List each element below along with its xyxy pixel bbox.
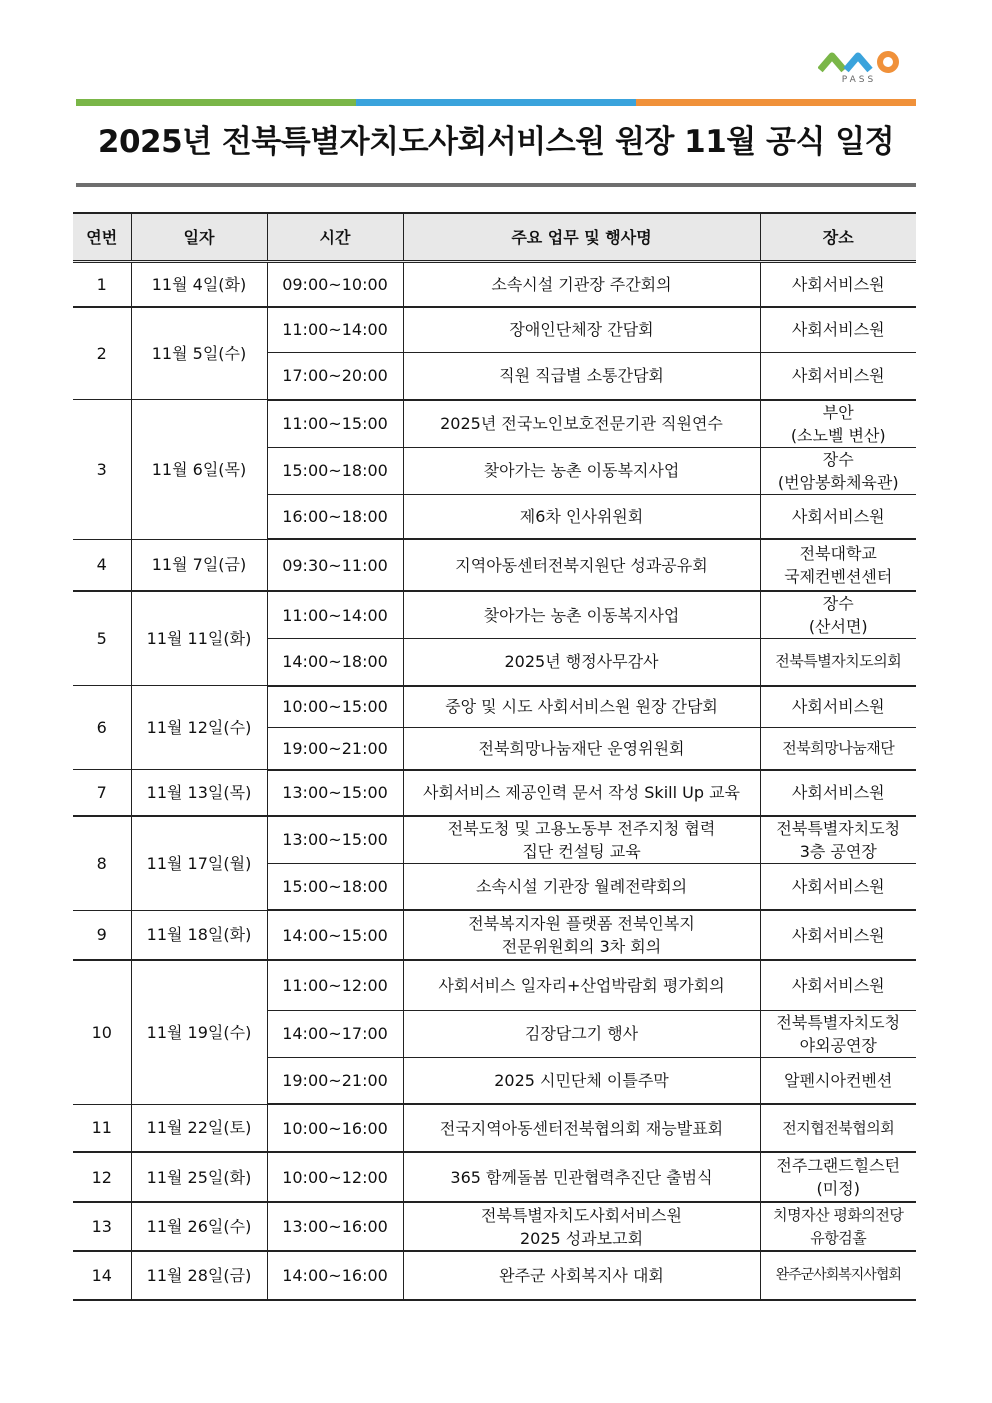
- row-time: 11:00~12:00: [267, 960, 403, 1010]
- row-event: 365 함께돌봄 민관협력추진단 출범식: [403, 1152, 760, 1202]
- row-event: 전국지역아동센터전북협의회 재능발표회: [403, 1104, 760, 1152]
- logo-text: PASS: [841, 75, 877, 85]
- table-row: [73, 1202, 916, 1251]
- row-number: 13: [73, 1202, 131, 1251]
- row-place: 사회서비스원: [760, 910, 916, 960]
- row-place: 전주그랜드힐스턴 (미정): [760, 1152, 916, 1202]
- row-event: 사회서비스 제공인력 문서 작성 Skill Up 교육: [403, 770, 760, 816]
- row-time: 16:00~18:00: [267, 494, 403, 539]
- row-place: 사회서비스원: [760, 863, 916, 910]
- row-place: 사회서비스원: [760, 494, 916, 539]
- row-time: 13:00~16:00: [267, 1202, 403, 1251]
- row-number: 12: [73, 1152, 131, 1202]
- row-place: 사회서비스원: [760, 960, 916, 1010]
- table-row: [73, 1104, 916, 1152]
- row-event: 완주군 사회복지사 대회: [403, 1251, 760, 1300]
- logo-mark-icon: [818, 48, 902, 74]
- row-event: 전북희망나눔재단 운영위원회: [403, 728, 760, 770]
- row-date: 11월 7일(금): [131, 539, 267, 591]
- row-time: 15:00~18:00: [267, 447, 403, 494]
- row-place: 장수 (번암봉화체육관): [760, 447, 916, 494]
- table-row: [73, 910, 916, 960]
- row-place: 사회서비스원: [760, 686, 916, 728]
- row-event: 2025년 행정사무감사: [403, 639, 760, 686]
- row-date: 11월 4일(화): [131, 262, 267, 307]
- row-place: 전북특별자치도청 3층 공연장: [760, 816, 916, 864]
- row-time: 19:00~21:00: [267, 728, 403, 770]
- table-header-row: [73, 213, 916, 262]
- header-place: 장소: [760, 213, 916, 262]
- row-place: 사회서비스원: [760, 353, 916, 400]
- table-row: [73, 770, 916, 816]
- row-place: 전지협전북협의회: [760, 1104, 916, 1152]
- row-time: 19:00~21:00: [267, 1057, 403, 1104]
- table-row: [73, 1251, 916, 1300]
- row-number: 4: [73, 539, 131, 591]
- row-event: 지역아동센터전북지원단 성과공유회: [403, 539, 760, 591]
- row-number: 2: [73, 307, 131, 400]
- row-date: 11월 18일(화): [131, 910, 267, 960]
- table-row: [73, 539, 916, 591]
- row-time: 10:00~12:00: [267, 1152, 403, 1202]
- row-time: 13:00~15:00: [267, 816, 403, 864]
- row-number: 10: [73, 960, 131, 1104]
- table-row: [73, 307, 916, 353]
- row-number: 11: [73, 1104, 131, 1152]
- row-place: 전북특별자치도의회: [760, 639, 916, 686]
- row-place: 사회서비스원: [760, 307, 916, 353]
- row-event: 전북특별자치도사회서비스원 2025 성과보고회: [403, 1202, 760, 1251]
- row-date: 11월 28일(금): [131, 1251, 267, 1300]
- row-number: 14: [73, 1251, 131, 1300]
- row-date: 11월 11일(화): [131, 591, 267, 686]
- row-place: 완주군사회복지사협회: [760, 1251, 916, 1300]
- row-event: 사회서비스 일자리+산업박람회 평가회의: [403, 960, 760, 1010]
- row-time: 11:00~14:00: [267, 307, 403, 353]
- row-date: 11월 19일(수): [131, 960, 267, 1104]
- page-title: 2025년 전북특별자치도사회서비스원 원장 11월 공식 일정: [97, 124, 895, 160]
- row-place: 전북대학교 국제컨벤션센터: [760, 539, 916, 591]
- row-event: 찾아가는 농촌 이동복지사업: [403, 591, 760, 639]
- row-event: 2025년 전국노인보호전문기관 직원연수: [403, 400, 760, 448]
- row-event: 2025 시민단체 이틀주막: [403, 1057, 760, 1104]
- pass-logo: [818, 48, 908, 92]
- row-date: 11월 12일(수): [131, 686, 267, 770]
- row-number: 8: [73, 816, 131, 911]
- row-place: 전북특별자치도청 야외공연장: [760, 1010, 916, 1057]
- table-row: [73, 816, 916, 864]
- row-time: 09:30~11:00: [267, 539, 403, 591]
- row-number: 9: [73, 910, 131, 960]
- row-place: 사회서비스원: [760, 770, 916, 816]
- row-place: 사회서비스원: [760, 262, 916, 307]
- row-event: 중앙 및 시도 사회서비스원 원장 간담회: [403, 686, 760, 728]
- row-date: 11월 22일(토): [131, 1104, 267, 1152]
- row-time: 14:00~15:00: [267, 910, 403, 960]
- row-time: 10:00~16:00: [267, 1104, 403, 1152]
- row-time: 11:00~14:00: [267, 591, 403, 639]
- row-time: 11:00~15:00: [267, 400, 403, 448]
- row-number: 7: [73, 770, 131, 816]
- table-row: [73, 262, 916, 307]
- row-place: 알펜시아컨벤션: [760, 1057, 916, 1104]
- row-event: 찾아가는 농촌 이동복지사업: [403, 447, 760, 494]
- header-date: 일자: [131, 213, 267, 262]
- table-row: [73, 400, 916, 448]
- row-number: 5: [73, 591, 131, 686]
- row-time: 13:00~15:00: [267, 770, 403, 816]
- row-place: 장수 (산서면): [760, 591, 916, 639]
- table-row: [73, 686, 916, 728]
- row-place: 치명자산 평화의전당 유항검홀: [760, 1202, 916, 1251]
- row-number: 1: [73, 262, 131, 307]
- row-time: 17:00~20:00: [267, 353, 403, 400]
- row-time: 14:00~18:00: [267, 639, 403, 686]
- table-row: [73, 1152, 916, 1202]
- row-date: 11월 6일(목): [131, 400, 267, 540]
- header-bar-blue: [356, 99, 636, 106]
- row-event: 제6차 인사위원회: [403, 494, 760, 539]
- row-event: 소속시설 기관장 월례전략회의: [403, 863, 760, 910]
- row-date: 11월 25일(화): [131, 1152, 267, 1202]
- row-time: 15:00~18:00: [267, 863, 403, 910]
- row-date: 11월 13일(목): [131, 770, 267, 816]
- row-number: 6: [73, 686, 131, 770]
- row-event: 직원 직급별 소통간담회: [403, 353, 760, 400]
- header-no: 연번: [73, 213, 131, 262]
- row-place: 부안 (소노벨 변산): [760, 400, 916, 448]
- header-bar-green: [76, 99, 356, 106]
- row-time: 09:00~10:00: [267, 262, 403, 307]
- header-event: 주요 업무 및 행사명: [403, 213, 760, 262]
- row-date: 11월 26일(수): [131, 1202, 267, 1251]
- row-date: 11월 17일(월): [131, 816, 267, 911]
- row-event: 전북복지자원 플랫폼 전북인복지 전문위원회의 3차 회의: [403, 910, 760, 960]
- table-row: [73, 960, 916, 1010]
- row-event: 장애인단체장 간담회: [403, 307, 760, 353]
- row-place: 전북희망나눔재단: [760, 728, 916, 770]
- table-row: [73, 591, 916, 639]
- header-time: 시간: [267, 213, 403, 262]
- row-number: 3: [73, 400, 131, 540]
- header-bar-orange: [636, 99, 916, 106]
- row-time: 10:00~15:00: [267, 686, 403, 728]
- row-date: 11월 5일(수): [131, 307, 267, 400]
- schedule-table: [73, 212, 916, 1301]
- row-time: 14:00~17:00: [267, 1010, 403, 1057]
- row-event: 김장담그기 행사: [403, 1010, 760, 1057]
- title-divider: [76, 183, 916, 187]
- row-time: 14:00~16:00: [267, 1251, 403, 1300]
- row-event: 전북도청 및 고용노동부 전주지청 협력 집단 컨설팅 교육: [403, 816, 760, 864]
- row-event: 소속시설 기관장 주간회의: [403, 262, 760, 307]
